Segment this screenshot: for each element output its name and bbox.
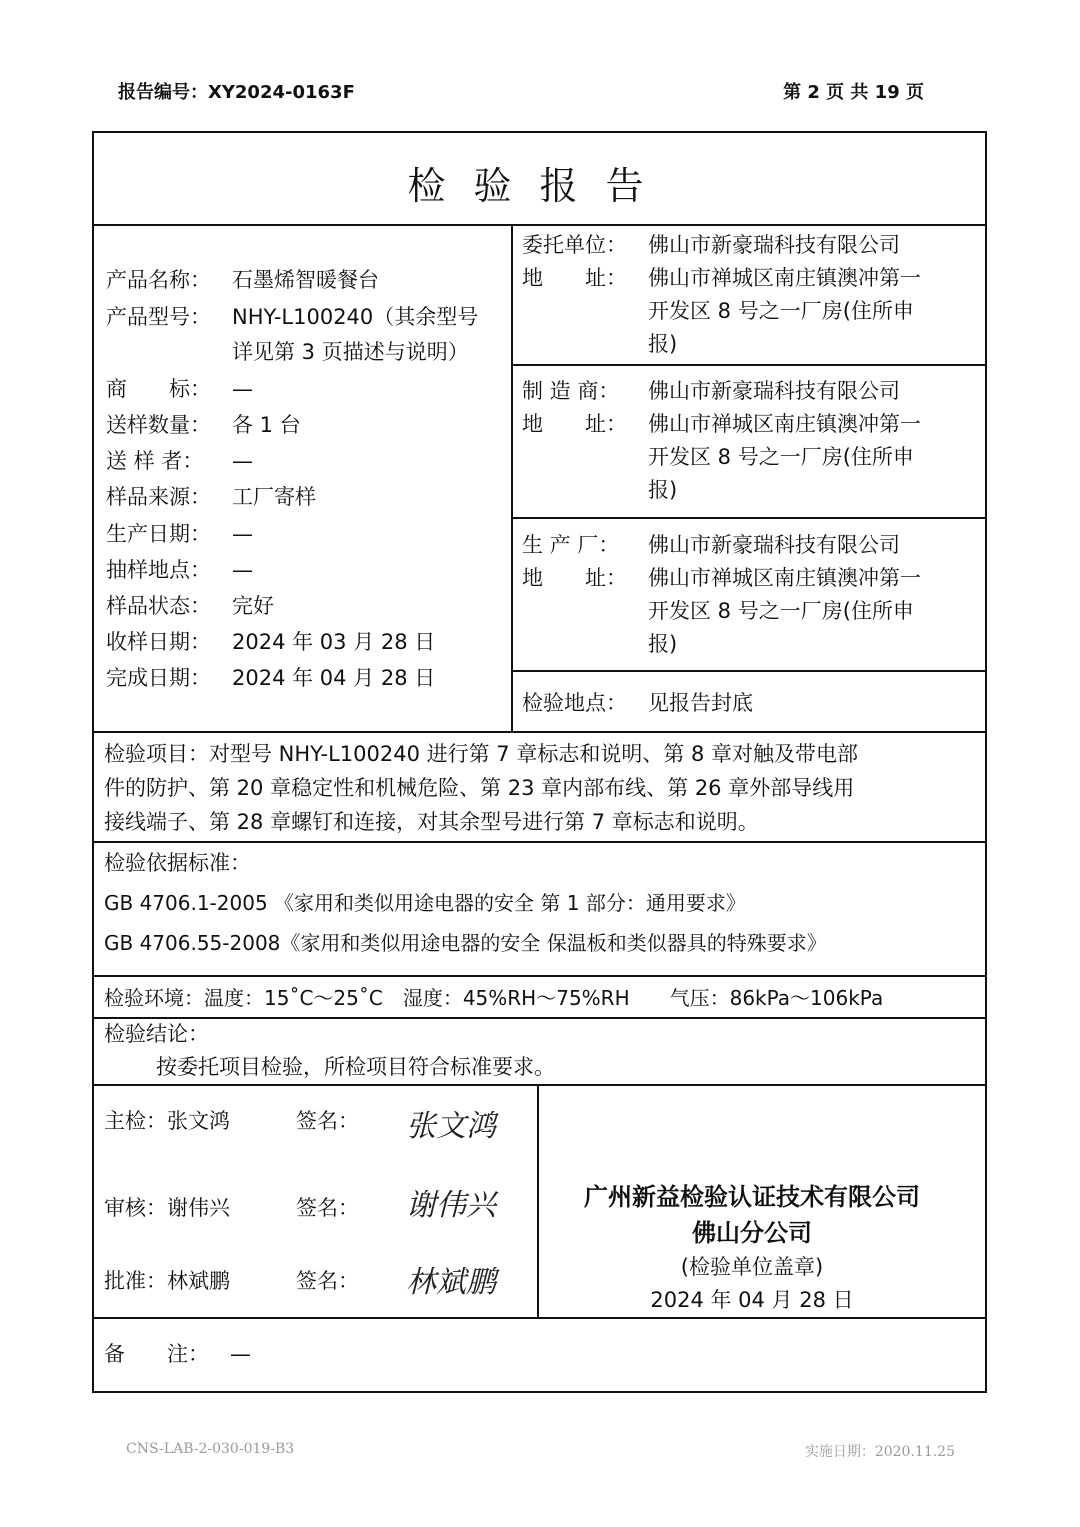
standard-item: GB 4706.55-2008《家用和类似用途电器的安全 保温板和类似器具的特殊要求》 <box>104 931 827 955</box>
report-number: 报告编号：XY2024-0163F <box>118 82 355 103</box>
address-line: 报) <box>648 632 678 656</box>
divider <box>94 1017 985 1019</box>
manufacturer-row: 制 造 商： 佛山市新豪瑞科技有限公司 <box>522 379 900 403</box>
divider <box>511 224 513 731</box>
form-code: CNS-LAB-2-030-019-B3 <box>126 1441 295 1457</box>
info-row: 生产日期： — <box>106 522 253 546</box>
address-line: 开发区 8 号之一厂房(住所申 <box>648 299 914 323</box>
info-row: 样品来源： 工厂寄样 <box>106 485 316 509</box>
conclusion-text: 按委托项目检验，所检项目符合标准要求。 <box>156 1055 555 1079</box>
address-line: 佛山市禅城区南庄镇澳冲第一 <box>648 412 921 436</box>
divider <box>94 841 985 843</box>
address-line: 开发区 8 号之一厂房(住所申 <box>648 599 914 623</box>
test-location: 检验地点： 见报告封底 <box>522 691 753 715</box>
test-items-line: 检验项目：对型号 NHY-L100240 进行第 7 章标志和说明、第 8 章对触及带电部 <box>104 742 859 766</box>
sign-label: 签名： <box>296 1269 359 1293</box>
testing-organization <box>542 1179 962 1317</box>
remarks: 备 注： — <box>104 1342 251 1366</box>
info-row: 详见第 3 页描述与说明） <box>232 340 469 364</box>
info-row: 抽样地点： — <box>106 558 253 582</box>
address-line: 佛山市禅城区南庄镇澳冲第一 <box>648 566 921 590</box>
org-branch: 佛山分公司 <box>692 1219 812 1247</box>
info-row: 产品名称： 石墨烯智暖餐台 <box>106 268 379 292</box>
sign-label: 签名： <box>296 1196 359 1220</box>
address-line: 报) <box>648 478 678 502</box>
divider <box>94 224 985 226</box>
effective-date: 实施日期：2020.11.25 <box>804 1444 955 1460</box>
divider <box>94 731 985 733</box>
approver-signature: 林斌鹏 <box>406 1265 496 1300</box>
org-name: 广州新益检验认证技术有限公司 <box>584 1183 920 1211</box>
address-label: 地 址： <box>522 412 627 436</box>
divider <box>94 975 985 977</box>
report-frame <box>92 131 987 1393</box>
conclusion-label: 检验结论： <box>104 1022 209 1046</box>
divider <box>537 1084 539 1317</box>
reviewer-signature: 谢伟兴 <box>406 1188 496 1223</box>
seal-note: (检验单位盖章) <box>680 1255 824 1279</box>
inspector: 主检：张文鸿 <box>104 1109 230 1133</box>
approver: 批准：林斌鹏 <box>104 1269 230 1293</box>
address-label: 地 址： <box>522 266 627 290</box>
info-row: 产品型号： NHY-L100240（其余型号 <box>106 305 479 329</box>
divider <box>94 1317 985 1319</box>
address-line: 开发区 8 号之一厂房(住所申 <box>648 445 914 469</box>
factory-row: 生 产 厂： 佛山市新豪瑞科技有限公司 <box>522 533 900 557</box>
info-row: 商 标： — <box>106 377 253 401</box>
inspector-signature: 张文鸿 <box>406 1109 496 1144</box>
standards-label: 检验依据标准： <box>104 851 251 875</box>
test-items-line: 接线端子、第 28 章螺钉和连接，对其余型号进行第 7 章标志和说明。 <box>104 810 759 834</box>
test-items-line: 件的防护、第 20 章稳定性和机械危险、第 23 章内部布线、第 26 章外部导线用 <box>104 776 855 800</box>
org-date: 2024 年 04 月 28 日 <box>650 1288 854 1312</box>
client-row: 委托单位： 佛山市新豪瑞科技有限公司 <box>522 233 900 257</box>
info-row: 样品状态： 完好 <box>106 594 274 618</box>
divider <box>511 670 985 672</box>
divider <box>511 517 985 519</box>
info-row: 收样日期： 2024 年 03 月 28 日 <box>106 630 436 654</box>
page-info: 第 2 页 共 19 页 <box>783 82 924 103</box>
divider <box>511 364 985 366</box>
report-title: 检验报告 <box>407 164 672 208</box>
info-row: 完成日期： 2024 年 04 月 28 日 <box>106 666 436 690</box>
info-row: 送 样 者： — <box>106 449 253 473</box>
sign-label: 签名： <box>296 1109 359 1133</box>
info-row: 送样数量： 各 1 台 <box>106 413 301 437</box>
test-environment: 检验环境：温度：15˚C～25˚C 湿度：45%RH～75%RH 气压：86kPa～106kPa <box>104 986 884 1010</box>
standard-item: GB 4706.1-2005 《家用和类似用途电器的安全 第 1 部分：通用要求》 <box>104 891 746 915</box>
reviewer: 审核：谢伟兴 <box>104 1196 230 1220</box>
address-label: 地 址： <box>522 566 627 590</box>
address-line: 报) <box>648 332 678 356</box>
divider <box>94 1084 985 1086</box>
address-line: 佛山市禅城区南庄镇澳冲第一 <box>648 266 921 290</box>
